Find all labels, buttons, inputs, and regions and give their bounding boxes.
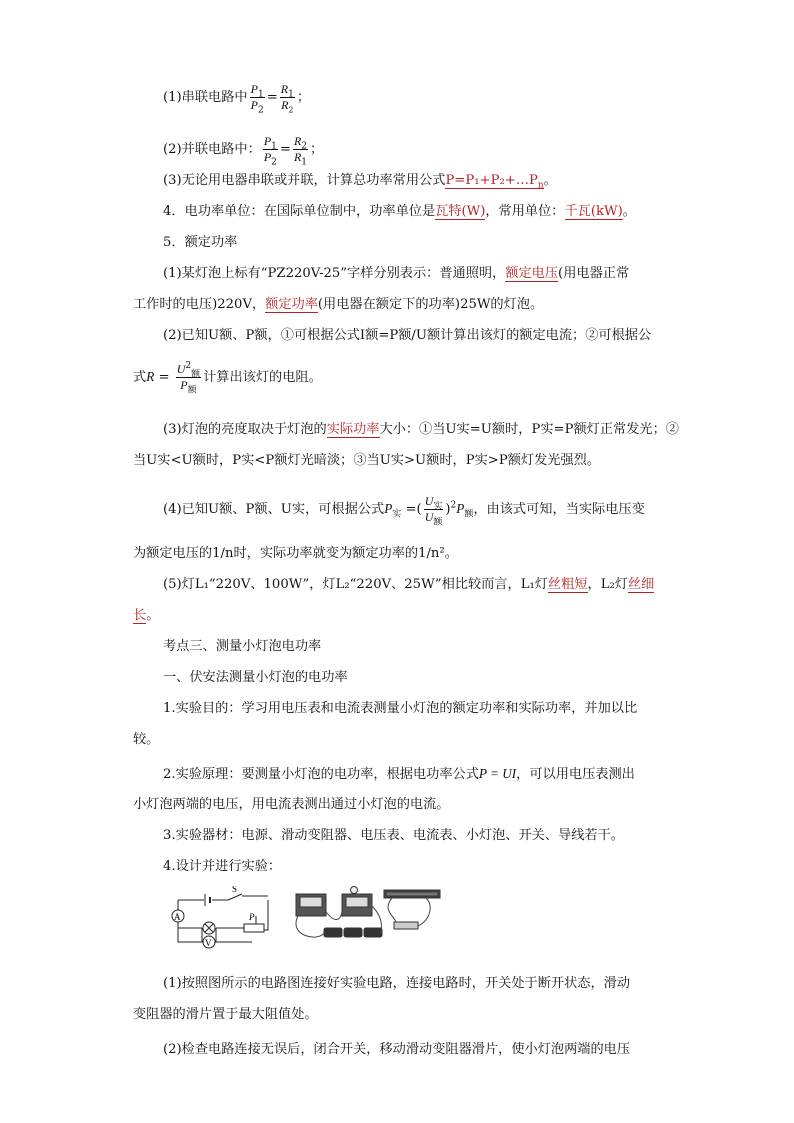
circuit-figure [158, 886, 448, 950]
switch-device-icon [394, 922, 418, 929]
r1-text-b: (用电器正常 [558, 266, 630, 281]
parallel-prefix: (2)并联电路中： [163, 142, 261, 157]
r3-line2: 当U实<U额时，P实<P额灯光暗淡；③当U实>U额时，P实>P额灯发光强烈。 [133, 453, 601, 468]
parallel-formula-line: (2)并联电路中： $\frac{P_1}{P_2}$ = $\frac{R_2}{R_1}$ ； [163, 134, 324, 168]
p2-text-b: ，可以用电压表测出 [516, 767, 635, 782]
total-power-end: 。 [543, 173, 557, 188]
r3-actual-power: 实际功率 [326, 422, 380, 437]
r4-text-b: ，由该式可知，当实际电压变 [473, 502, 645, 517]
series-formula-line: (1)串联电路中 $\frac{P_1}{P_2}$ = $\frac{R_1}{R_2}$ ； [163, 82, 311, 116]
apparatus-drawing [296, 887, 440, 938]
fraction-r2-r1: $\frac{R_2}{R_1}$ [293, 134, 308, 168]
voltmeter-label: V [205, 938, 212, 948]
rated-5-line2 [133, 607, 159, 625]
r2-line1: (2)已知U额、P额，①可根据公式I额=P额/U额计算出该灯的额定电流；②可根据公 [163, 328, 652, 343]
unit-text-a: 4．电功率单位：在国际单位制中，功率单位是 [163, 204, 436, 219]
rated-1-line2 [133, 296, 543, 314]
r1-rated-power: 额定功率 [265, 297, 318, 312]
r5-text-b: ，L₂灯 [587, 577, 628, 592]
switch-icon [228, 894, 242, 900]
battery-device-icon [324, 928, 342, 937]
fraction-u-squared-over-p: $\frac{U^2_额}{P_额}$ [176, 361, 201, 396]
unit-kw: 千瓦(kW) [564, 204, 623, 219]
p2-text-a: 2.实验原理：要测量小灯泡的电功率，根据电功率公式 [163, 767, 479, 782]
total-power-formula [445, 173, 543, 189]
rated-4-line2 [133, 545, 458, 563]
fraction-p1-p2-parallel: $\frac{P_1}{P_2}$ [263, 134, 277, 168]
r3-text-a: (3)灯泡的亮度取决于灯泡的 [163, 422, 327, 437]
unit-watt: 瓦特(W) [435, 204, 486, 219]
s2-line1: (2)检查电路连接无误后，闭合开关，移动滑动变阻器滑片，使小灯泡两端的电压 [163, 1042, 631, 1057]
r1-text-d: (用电器在额定下的功率)25W的灯泡。 [317, 297, 544, 312]
ammeter-label: A [174, 912, 181, 922]
r5-thin-long: 长 [133, 608, 147, 623]
r4-text-a: (4)已知U额、P额、U实，可根据公式 [163, 502, 385, 517]
r1-text-c: 工作时的电压)220V， [133, 297, 266, 312]
total-power-formula-text: P=P₁+P₂+…P [445, 173, 538, 188]
r2-line2-b: 计算出该灯的电阻。 [203, 370, 322, 385]
r1-rated-voltage: 额定电压 [505, 266, 559, 281]
series-prefix: (1)串联电路中 [163, 90, 248, 105]
p2-line1 [163, 765, 635, 784]
section-1-heading: 一、伏安法测量小灯泡的电功率 [163, 670, 348, 685]
rated-heading: 5．额定功率 [163, 235, 238, 250]
r2-line2-a: 式 [133, 370, 147, 385]
rheostat-icon [244, 924, 264, 932]
rated-3-line1 [163, 421, 679, 439]
r5-end: 。 [146, 608, 160, 623]
fraction-u-actual-over-u-rated: $\frac{U_实}{U_额}$ [424, 494, 443, 528]
bulb-device-icon [351, 887, 358, 894]
fraction-r1-r2: $\frac{R_1}{R_2}$ [280, 82, 294, 115]
unit-line [163, 203, 636, 221]
total-power-line [163, 172, 557, 190]
kd3-heading: 考点三、测量小灯泡电功率 [163, 639, 322, 654]
p1-line1: 1.实验目的：学习用电压表和电流表测量小灯泡的额定功率和实际功率，并加以比 [163, 701, 638, 716]
unit-end: 。 [622, 204, 636, 219]
r5-thin: 丝细 [627, 577, 655, 592]
r3-text-b: 大小：①当U实=U额时，P实=P额灯正常发光；② [379, 422, 679, 437]
unit-text-b: ，常用单位： [485, 204, 565, 219]
rated-1-line1 [163, 265, 629, 283]
s1-line1: (1)按照图所示的电路图连接好实验电路，连接电路时，开关处于断开状态，滑动 [163, 976, 631, 991]
slider-label: P [249, 912, 255, 922]
rated-2-line1 [163, 327, 651, 345]
total-power-text: (3)无论用电器串联或并联，计算总功率常用公式 [163, 173, 446, 188]
s1-line2: 变阻器的滑片置于最大阻值处。 [133, 1007, 318, 1022]
r5-thick-short: 丝粗短 [547, 577, 588, 592]
rated-2-line2: 式R = $\frac{U^2_额}{P_额}$ 计算出该灯的电阻。 [133, 361, 322, 396]
r4-line2: 为额定电压的1/n时，实际功率就变为额定功率的1/n²。 [133, 546, 458, 561]
p2-line2: 小灯泡两端的电压，用电流表测出通过小灯泡的电流。 [133, 797, 450, 812]
rated-3-line2 [133, 452, 600, 470]
r5-text-a: (5)灯L₁“220V、100W”，灯L₂“220V、25W”相比较而言，L₁灯 [163, 577, 548, 592]
p4-line: 4.设计并进行实验： [163, 859, 282, 874]
rated-5-line1 [163, 576, 654, 594]
rated-4-line1: (4)已知U额、P额、U实，可根据公式$P_实$ =( $\frac{U_实}{U_额}$ )$^2P_额$，由该式可知，当实际电压变 [163, 494, 645, 528]
r1-text-a: (1)某灯泡上标有“PZ220V-25”字样分别表示：普通照明， [163, 266, 506, 281]
switch-label: S [232, 886, 238, 894]
p3-line: 3.实验器材：电源、滑动变阻器、电压表、电流表、小灯泡、开关、导线若干。 [163, 828, 624, 843]
p1-line2: 较。 [133, 732, 160, 747]
p2-formula: P = UI [478, 766, 517, 781]
total-power-sub: n [537, 180, 544, 191]
fraction-p1-p2: $\frac{P_1}{P_2}$ [250, 82, 264, 116]
